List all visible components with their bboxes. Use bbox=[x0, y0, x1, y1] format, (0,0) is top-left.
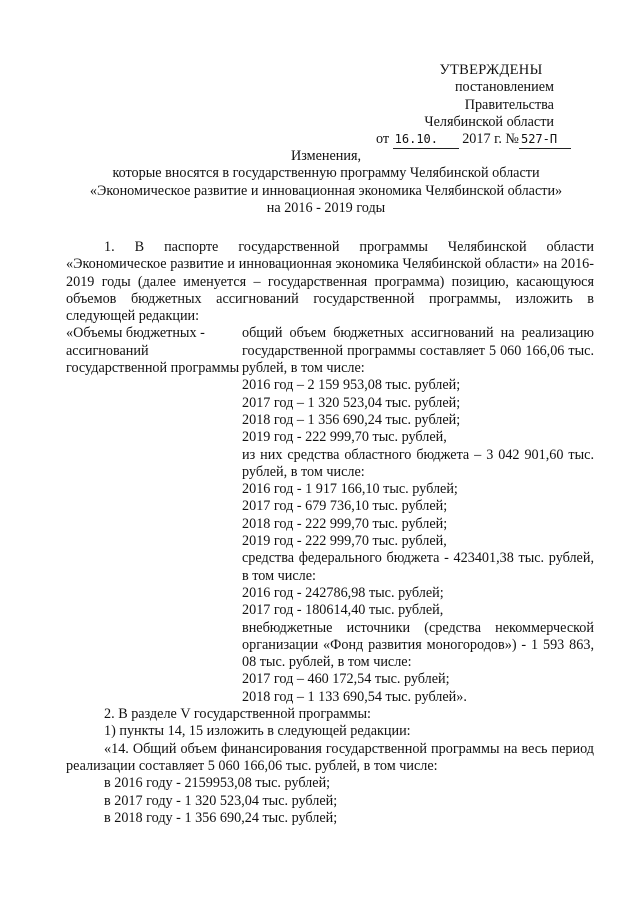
heading-line-1: Изменения, bbox=[290, 148, 362, 164]
handwritten-number: 527-П bbox=[519, 131, 571, 149]
year-2016-financing: в 2016 году - 2159953,08 тыс. рублей; bbox=[104, 775, 331, 792]
heading-line-4: на 2016 - 2019 годы bbox=[266, 199, 386, 216]
handwritten-date: 16.10. bbox=[393, 131, 459, 149]
paragraph-14: «14. Общий объем финансирования государственной программы на весь период реализации составляет 5 060 166,06 тыс. рублей, в том числе: bbox=[66, 740, 594, 774]
regional-2016: 2016 год - 1 917 166,10 тыс. рублей; bbox=[242, 481, 458, 498]
extra-2017: 2017 год – 460 172,54 тыс. рублей; bbox=[242, 671, 450, 688]
federal-budget: средства федерального бюджета - 423401,38 тыс. рублей, в том числе: bbox=[242, 550, 594, 584]
extra-2018: 2018 год – 1 133 690,54 тыс. рублей». bbox=[242, 688, 467, 705]
item-1-paragraph: 1. В паспорте государственной программы Челябинской области «Экономическое развитие и инновационная экономика Челябинской области» на 2016-2019 годы (далее именуется – государственная программа) позицию, касающуюся объемов бюджетных ассигнований государственной программы, изложить в следующей редакции: bbox=[66, 239, 594, 325]
total-2017: 2017 год – 1 320 523,04 тыс. рублей; bbox=[242, 394, 461, 411]
approval-line-1: постановлением Правительства bbox=[454, 79, 554, 113]
approval-date-line bbox=[376, 131, 566, 149]
heading-line-3: «Экономическое развитие и инновационная экономика Челябинской области» bbox=[89, 182, 563, 199]
total-2018: 2018 год – 1 356 690,24 тыс. рублей; bbox=[242, 411, 461, 428]
regional-2018: 2018 год - 222 999,70 тыс. рублей; bbox=[242, 515, 448, 532]
item-2-sub-1: 1) пункты 14, 15 изложить в следующей редакции: bbox=[104, 723, 411, 740]
regional-2017: 2017 год - 679 736,10 тыс. рублей; bbox=[242, 498, 448, 515]
extra-budget-sources: внебюджетные источники (средства некоммерческой организации «Фонд развития моногородов») - 1 593 863, 08 тыс. рублей, в том числе: bbox=[242, 619, 594, 671]
year-2017-financing: в 2017 году - 1 320 523,04 тыс. рублей; bbox=[104, 792, 338, 809]
heading-line-2: которые вносятся в государственную программу Челябинской области bbox=[112, 165, 540, 182]
year-2018-financing: в 2018 году - 1 356 690,24 тыс. рублей; bbox=[104, 809, 338, 826]
federal-2016: 2016 год - 242786,98 тыс. рублей; bbox=[242, 584, 444, 601]
total-2019: 2019 год - 222 999,70 тыс. рублей, bbox=[242, 429, 447, 446]
approval-line-2: Челябинской области bbox=[424, 113, 554, 130]
document-body bbox=[66, 239, 594, 827]
passport-position-table bbox=[66, 325, 594, 706]
passport-right-values bbox=[242, 325, 594, 706]
year-text: 2017 г. № bbox=[462, 131, 519, 148]
document-heading bbox=[66, 148, 586, 217]
approval-block bbox=[376, 62, 576, 149]
regional-2019: 2019 год - 222 999,70 тыс. рублей, bbox=[242, 533, 447, 550]
item-2-heading: 2. В разделе V государственной программы: bbox=[104, 706, 371, 723]
federal-2017: 2017 год - 180614,40 тыс. рублей, bbox=[242, 602, 444, 619]
date-prefix: от bbox=[376, 131, 390, 148]
passport-left-label: «Объемы бюджетных - ассигнований государственной программы bbox=[66, 325, 240, 377]
regional-budget: из них средства областного бюджета – 3 042 901,60 тыс. рублей, в том числе: bbox=[242, 446, 594, 480]
total-budget: общий объем бюджетных ассигнований на реализацию государственной программы составляет 5 060 166,06 тыс. рублей, в том числе: bbox=[242, 325, 594, 377]
total-2016: 2016 год – 2 159 953,08 тыс. рублей; bbox=[242, 377, 461, 394]
approval-title: УТВЕРЖДЕНЫ bbox=[439, 62, 543, 78]
